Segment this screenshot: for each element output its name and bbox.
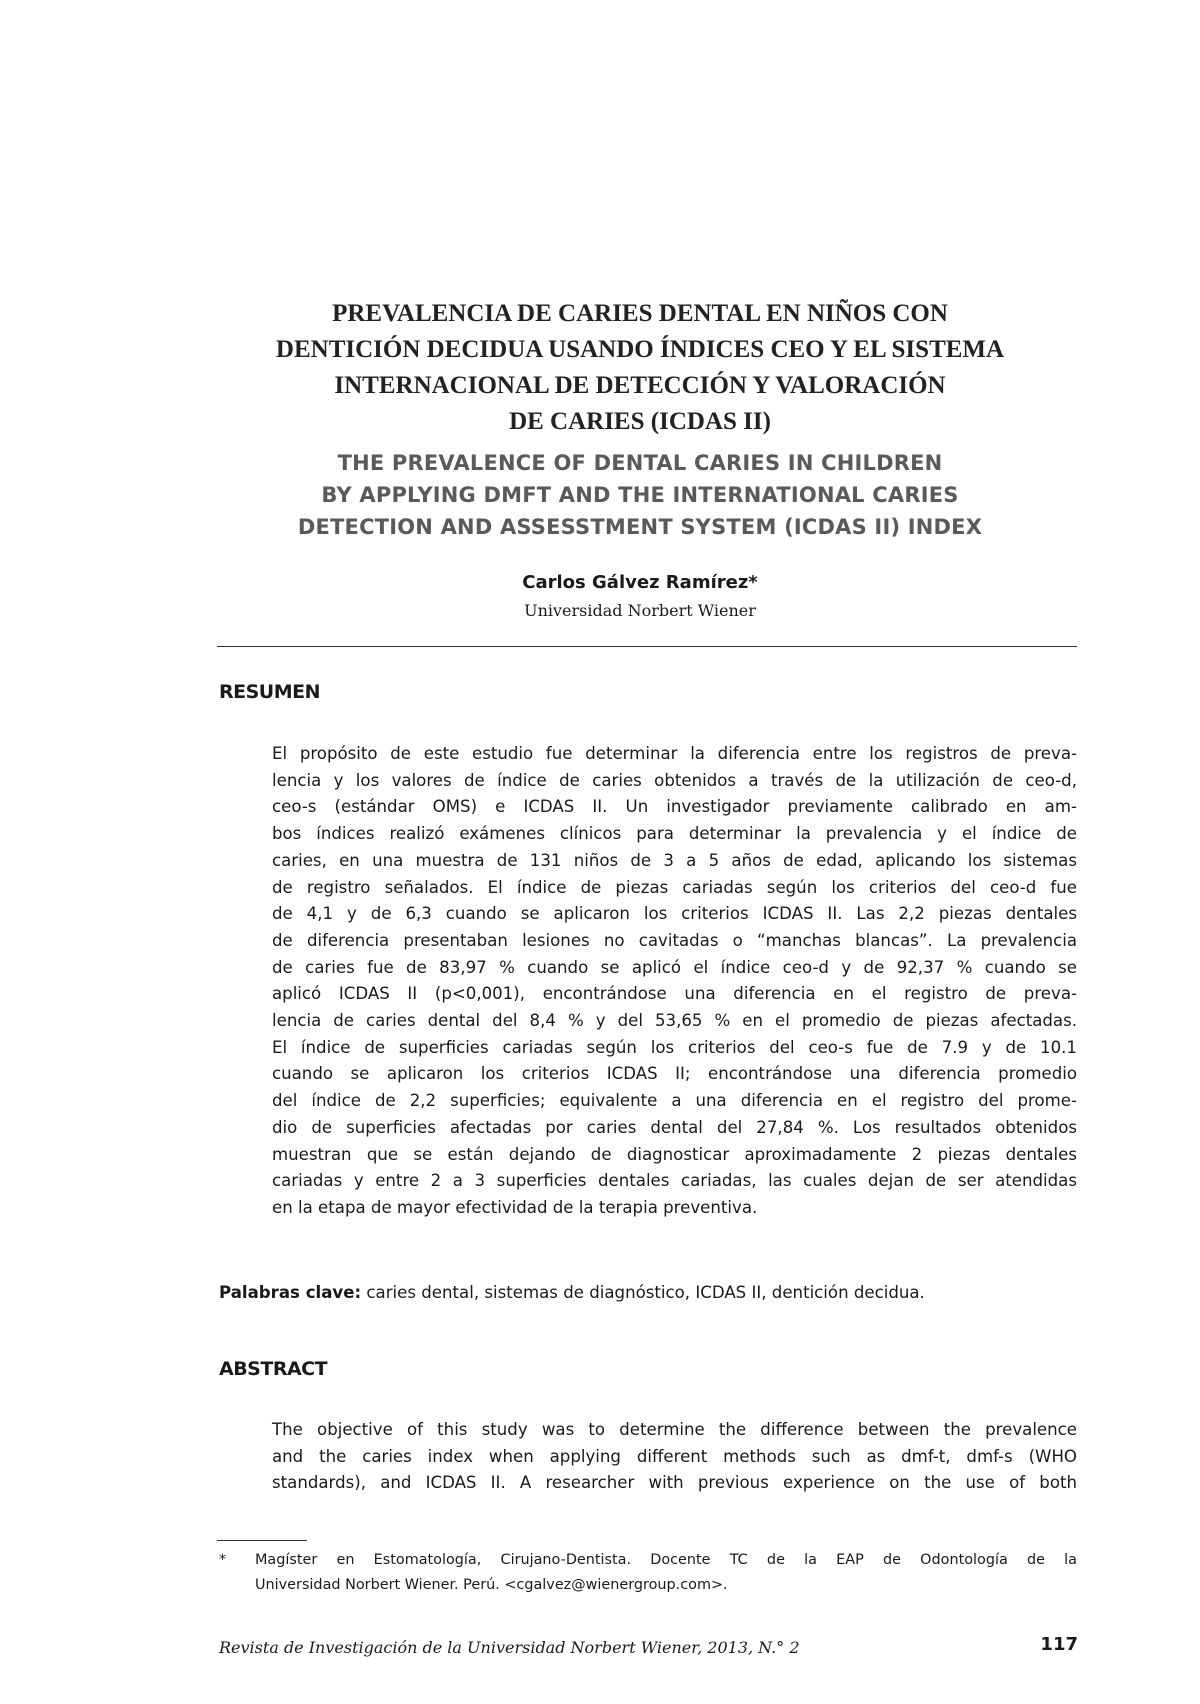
title-english <box>200 447 1080 543</box>
page-number: 117 <box>1040 1634 1078 1655</box>
title-spanish-line: PREVALENCIA DE CARIES DENTAL EN NIÑOS CON <box>332 300 948 327</box>
resumen-line: en la etapa de mayor efectividad de la terapia preventiva. <box>272 1197 758 1217</box>
keywords <box>219 1280 1079 1306</box>
title-spanish-line: INTERNACIONAL DE DETECCIÓN Y VALORACIÓN <box>334 372 946 399</box>
title-english-line: THE PREVALENCE OF DENTAL CARIES IN CHILDREN <box>337 451 943 475</box>
abstract-heading: ABSTRACT <box>219 1358 328 1380</box>
resumen-line: dio de superficies afectadas por caries dental del 27,84 %. Los resultados obtenidos <box>272 1117 1077 1137</box>
resumen-line: muestran que se están dejando de diagnosticar aproximadamente 2 piezas dentales <box>272 1144 1077 1164</box>
title-spanish-line: DENTICIÓN DECIDUA USANDO ÍNDICES CEO Y EL SISTEMA <box>275 336 1005 363</box>
footnote-mark: * <box>219 1552 227 1568</box>
resumen-line: ceo-s (estándar OMS) e ICDAS II. Un investigador previamente calibrado en am- <box>272 797 1077 817</box>
keywords-label: Palabras clave: <box>219 1283 362 1302</box>
resumen-line: lencia de caries dental del 8,4 % y del 53,65 % en el promedio de piezas afectadas. <box>272 1011 1077 1031</box>
abstract-line: The objective of this study was to determine the difference between the prevalence <box>272 1420 1077 1439</box>
resumen-line: cariadas y entre 2 a 3 superficies dentales cariadas, las cuales dejan de ser atendidas <box>272 1171 1077 1191</box>
resumen-line: del índice de 2,2 superficies; equivalente a una diferencia en el registro del prome- <box>272 1091 1077 1111</box>
resumen-line: cuando se aplicaron los criterios ICDAS II; encontrándose una diferencia promedio <box>272 1064 1077 1084</box>
resumen-line: de caries fue de 83,97 % cuando se aplicó el índice ceo-d y de 92,37 % cuando se <box>272 957 1077 977</box>
resumen-line: El propósito de este estudio fue determinar la diferencia entre los registros de preva- <box>272 744 1077 763</box>
keywords-text: caries dental, sistemas de diagnóstico, ICDAS II, dentición decidua. <box>361 1283 925 1302</box>
resumen-line: aplicó ICDAS II (p<0,001), encontrándose una diferencia en el registro de preva- <box>272 984 1077 1004</box>
author-name: Carlos Gálvez Ramírez* <box>522 572 758 593</box>
resumen-heading: RESUMEN <box>219 681 321 703</box>
resumen-line: lencia y los valores de índice de caries obtenidos a través de la utilización de ceo-d, <box>272 770 1077 790</box>
resumen-line: de diferencia presentaban lesiones no cavitadas o “manchas blancas”. La prevalencia <box>272 930 1077 950</box>
resumen-line: caries, en una muestra de 131 niños de 3 a 5 años de edad, aplicando los sistemas <box>272 850 1077 870</box>
title-spanish <box>200 296 1080 440</box>
resumen-paragraph <box>272 741 1077 1222</box>
footnote-divider <box>217 1540 307 1541</box>
author-affiliation: Universidad Norbert Wiener <box>524 601 756 620</box>
resumen-line: El índice de superficies cariadas según los criterios del ceo-s fue de 7.9 y de 10.1 <box>272 1037 1077 1057</box>
title-spanish-line: DE CARIES (ICDAS II) <box>509 408 771 435</box>
abstract-paragraph <box>272 1417 1077 1497</box>
title-english-line: BY APPLYING DMFT AND THE INTERNATIONAL CARIES <box>321 483 959 507</box>
resumen-line: bos índices realizó exámenes clínicos para determinar la prevalencia y el índice de <box>272 824 1077 844</box>
resumen-line: de 4,1 y de 6,3 cuando se aplicaron los criterios ICDAS II. Las 2,2 piezas dentales <box>272 904 1077 924</box>
abstract-line: standards), and ICDAS II. A researcher with previous experience on the use of both <box>272 1473 1077 1493</box>
journal-citation: Revista de Investigación de la Universidad Norbert Wiener, 2013, N.° 2 <box>219 1638 800 1657</box>
footnote-line: Universidad Norbert Wiener. Perú. <cgalvez@wienergroup.com>. <box>255 1577 728 1593</box>
footnote <box>219 1548 1077 1598</box>
title-english-line: DETECTION AND ASSESSTMENT SYSTEM (ICDAS II) INDEX <box>297 515 983 539</box>
footnote-line: Magíster en Estomatología, Cirujano-Dentista. Docente TC de la EAP de Odontología de la <box>255 1552 1077 1568</box>
abstract-line: and the caries index when applying different methods such as dmf-t, dmf-s (WHO <box>272 1446 1077 1466</box>
header-divider <box>217 646 1077 647</box>
resumen-line: de registro señalados. El índice de piezas cariadas según los criterios del ceo-d fue <box>272 877 1077 897</box>
